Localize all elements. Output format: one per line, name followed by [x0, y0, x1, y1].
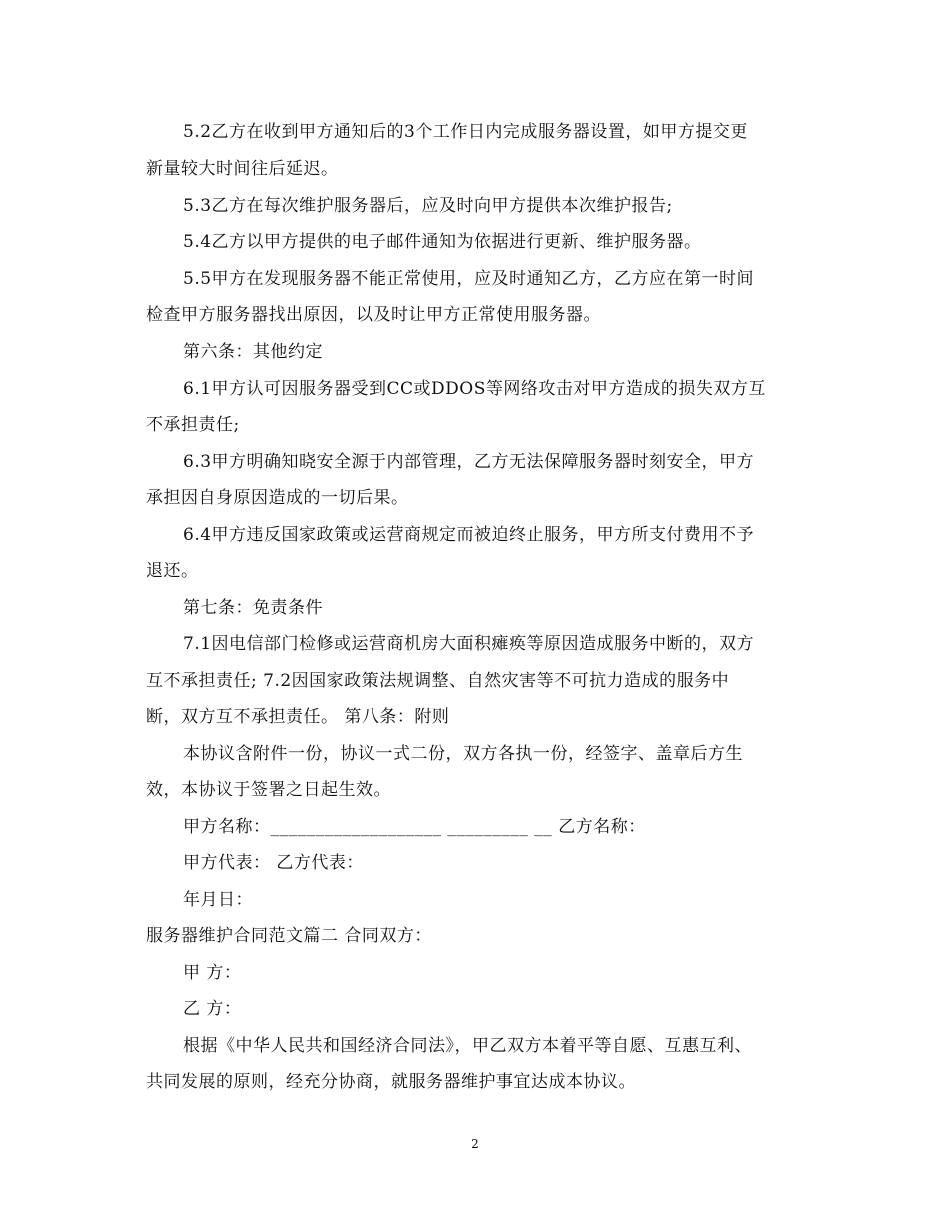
preamble-line-1: 根据《中华人民共和国经济合同法》，甲乙双方本着平等自愿、互惠互利、 — [183, 1036, 752, 1056]
appendix-paragraph-line-1: 本协议含附件一份，协议一式二份，双方各执一份，经签字、盖章后方生 — [183, 744, 743, 764]
clause-7-1-line-1: 7.1因电信部门检修或运营商机房大面积瘫痪等原因造成服务中断的，双方 — [183, 634, 755, 654]
clause-6-1-line-2: 不承担责任; — [146, 415, 240, 435]
clause-5-3: 5.3乙方在每次维护服务器后，应及时向甲方提供本次维护报告; — [183, 196, 673, 216]
clause-6-1-line-1: 6.1甲方认可因服务器受到CC或DDOS等网络攻击对甲方造成的损失双方互 — [183, 379, 766, 399]
party-names-line: 甲方名称：___________________ _________ __ 乙方名称： — [183, 817, 646, 837]
clause-6-3-line-1: 6.3甲方明确知晓安全源于内部管理，乙方无法保障服务器时刻安全，甲方 — [183, 452, 755, 472]
section-heading-6: 第六条：其他约定 — [183, 342, 323, 362]
clause-7-1-line-2: 互不承担责任; 7.2因国家政策法规调整、自然灾害等不可抗力造成的服务中 — [146, 671, 730, 691]
clause-5-5-line-1: 5.5甲方在发现服务器不能正常使用，应及时通知乙方，乙方应在第一时间 — [183, 269, 755, 289]
clause-5-2-line-1: 5.2乙方在收到甲方通知后的3个工作日内完成服务器设置，如甲方提交更 — [183, 122, 748, 142]
party-b-line: 乙 方： — [183, 999, 242, 1019]
date-line: 年月日： — [183, 890, 253, 910]
clause-6-4-line-1: 6.4甲方违反国家政策或运营商规定而被迫终止服务，甲方所支付费用不予 — [183, 525, 755, 545]
clause-6-4-line-2: 退还。 — [146, 561, 199, 581]
party-a-line: 甲 方： — [183, 963, 242, 983]
second-contract-title: 服务器维护合同范文篇二 合同双方： — [146, 926, 432, 946]
clause-5-5-line-2: 检查甲方服务器找出原因，以及时让甲方正常使用服务器。 — [146, 305, 601, 325]
clause-6-3-line-2: 承担因自身原因造成的一切后果。 — [146, 488, 409, 508]
appendix-paragraph-line-2: 效，本协议于签署之日起生效。 — [146, 780, 391, 800]
clause-7-2-line-3: 断，双方互不承担责任。 第八条：附则 — [146, 707, 450, 727]
clause-5-2-line-2: 新量较大时间往后延迟。 — [146, 159, 339, 179]
page-number: 2 — [471, 1137, 479, 1151]
preamble-line-2: 共同发展的原则，经充分协商，就服务器维护事宜达成本协议。 — [146, 1072, 636, 1092]
party-representatives-line: 甲方代表： 乙方代表： — [183, 853, 364, 873]
clause-5-4: 5.4乙方以甲方提供的电子邮件通知为依据进行更新、维护服务器。 — [183, 232, 702, 252]
section-heading-7: 第七条：免责条件 — [183, 598, 323, 618]
